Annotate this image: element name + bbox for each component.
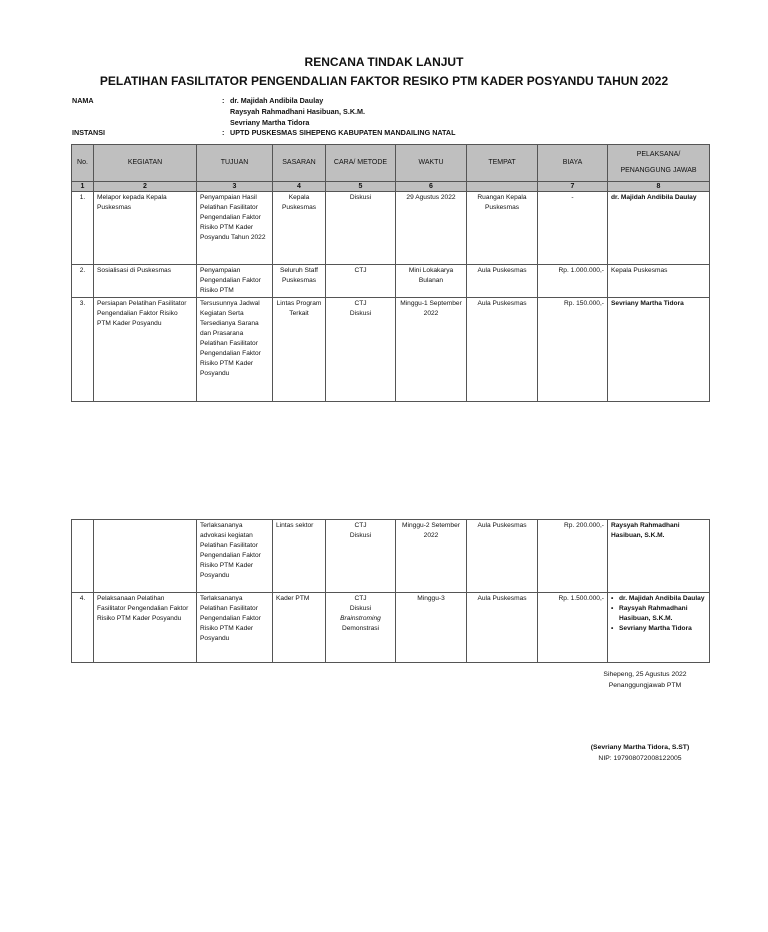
cell-sasaran: Kepala Puskesmas (273, 192, 326, 265)
cell-pelaksana: Kepala Puskesmas (608, 265, 710, 298)
meta-nama (72, 96, 323, 106)
document-title: RENCANA TINDAK LANJUT (304, 55, 464, 69)
cell-biaya: - (538, 192, 608, 265)
col-number: 2 (94, 182, 197, 192)
list-item: • dr. Majidah Andibila Daulay (611, 594, 706, 604)
instansi-label: INSTANSI (72, 128, 106, 137)
cara-item: Demonstrasi (341, 625, 379, 632)
cell-no: 3. (72, 298, 94, 402)
col-number: 5 (326, 182, 396, 192)
cell-tujuan: Terlaksananya Pelatihan Fasilitator Pengendalian Faktor Risiko PTM Kader Posyandu (197, 593, 273, 663)
header-sasaran: SASARAN (273, 145, 326, 182)
nama-value-2: Raysyah Rahmadhani Hasibuan, S.K.M. (230, 107, 366, 116)
cell-waktu: 29 Agustus 2022 (396, 192, 467, 265)
header-tujuan: TUJUAN (197, 145, 273, 182)
rtl-table-part-2 (71, 519, 710, 663)
col-number: 1 (72, 182, 94, 192)
cell-kegiatan: Melapor kepada Kepala Puskesmas (94, 192, 197, 265)
cara-item: Diskusi (349, 605, 372, 612)
cell-cara: Diskusi (326, 192, 396, 265)
signature-place-date: Sihepeng, 25 Agustus 2022 (603, 671, 687, 678)
cell-kegiatan: Sosialisasi di Puskesmas (94, 265, 197, 298)
cell-waktu: Minggu-3 (396, 593, 467, 663)
document-subtitle: PELATIHAN FASILITATOR PENGENDALIAN FAKTOR RESIKO PTM KADER POSYANDU TAHUN 2022 (99, 74, 669, 88)
instansi-value: UPTD PUSKESMAS SIHEPENG KABUPATEN MANDAILING NATAL (230, 128, 456, 137)
cell-no: 4. (72, 593, 94, 663)
header-cara: CARA/ METODE (326, 145, 396, 182)
cara-item: Diskusi (349, 532, 372, 539)
col-number: 4 (273, 182, 326, 192)
col-number: 6 (396, 182, 467, 192)
meta-nama-2 (230, 107, 365, 117)
col-number: 8 (608, 182, 710, 192)
cell-tujuan: Tersusunnya Jadwal Kegiatan Serta Tersedianya Sarana dan Prasarana Pelatihan Fasilitator Pengendalian Faktor Risiko PTM Kader Posyandu (197, 298, 273, 402)
cell-biaya: Rp. 200.000,- (538, 520, 608, 593)
cell-kegiatan: Persiapan Pelatihan Fasilitator Pengendalian Faktor Risiko PTM Kader Posyandu (94, 298, 197, 402)
cell-pelaksana (608, 593, 710, 663)
cell-sasaran: Seluruh Staff Puskesmas (273, 265, 326, 298)
cell-cara (326, 520, 396, 593)
cell-waktu: Minggu-1 September 2022 (396, 298, 467, 402)
cara-item: Brainstroming (340, 615, 381, 622)
cell-waktu: Minggu-2 Setember 2022 (396, 520, 467, 593)
col-number: 3 (197, 182, 273, 192)
list-item: • Sevriany Martha Tidora (611, 624, 706, 634)
header-biaya: BIAYA (538, 145, 608, 182)
cell-sasaran: Kader PTM (273, 593, 326, 663)
cell-biaya: Rp. 1.500.000,- (538, 593, 608, 663)
cell-tempat: Aula Puskesmas (467, 593, 538, 663)
nama-label: NAMA (72, 96, 94, 105)
rtl-table-part-1 (71, 144, 710, 402)
instansi-colon: : (222, 128, 225, 137)
cell-tempat: Aula Puskesmas (467, 520, 538, 593)
pelaksana-list (611, 594, 706, 634)
cell-sasaran: Lintas Program Terkait (273, 298, 326, 402)
signature-name: (Sevriany Martha Tidora, S.ST) (590, 744, 690, 751)
cell-waktu: Mini Lokakarya Bulanan (396, 265, 467, 298)
cell-pelaksana: Raysyah Rahmadhani Hasibuan, S.K.M. (608, 520, 710, 593)
cell-no (72, 520, 94, 593)
cell-no: 1. (72, 192, 94, 265)
cell-no: 2. (72, 265, 94, 298)
cell-biaya: Rp. 1.000.000,- (538, 265, 608, 298)
header-no: No. (72, 145, 94, 182)
cell-pelaksana: dr. Majidah Andibila Daulay (608, 192, 710, 265)
cell-cara (326, 298, 396, 402)
cell-biaya: Rp. 150.000,- (538, 298, 608, 402)
cara-item: CTJ (354, 300, 367, 307)
cell-kegiatan (94, 520, 197, 593)
cell-tujuan: Penyampaian Hasil Pelatihan Fasilitator Pengendalian Faktor Risiko PTM Kader Posyandu Tahun 2022 (197, 192, 273, 265)
nama-value-1: dr. Majidah Andibila Daulay (230, 96, 324, 105)
table-row (72, 298, 710, 402)
header-pelaksana: PELAKSANA/ PENANGGUNG JAWAB (608, 145, 710, 182)
cara-item: CTJ (354, 522, 367, 529)
signature-role: Penanggungjawab PTM (608, 682, 682, 689)
cell-cara: CTJ (326, 265, 396, 298)
table-row (72, 265, 710, 298)
header-kegiatan: KEGIATAN (94, 145, 197, 182)
header-waktu: WAKTU (396, 145, 467, 182)
col-number: 7 (538, 182, 608, 192)
cara-item: Diskusi (349, 310, 372, 317)
cell-tujuan: Penyampaian Pengendalian Faktor Risiko PTM (197, 265, 273, 298)
cell-cara (326, 593, 396, 663)
cell-pelaksana: Sevriany Martha Tidora (608, 298, 710, 402)
header-tempat: TEMPAT (467, 145, 538, 182)
cell-tempat: Ruangan Kepala Puskesmas (467, 192, 538, 265)
cell-tujuan: Terlaksananya advokasi kegiatan Pelatihan Fasilitator Pengendalian Faktor Risiko PTM Kader Posyandu (197, 520, 273, 593)
cell-tempat: Aula Puskesmas (467, 265, 538, 298)
cell-tempat: Aula Puskesmas (467, 298, 538, 402)
meta-instansi (72, 128, 455, 138)
nama-colon: : (222, 96, 225, 105)
list-item: • Raysyah Rahmadhani Hasibuan, S.K.M. (611, 604, 706, 624)
signature-nip: NIP: 197908072008122005 (598, 755, 682, 762)
table-row (72, 520, 710, 593)
table-header-row (72, 145, 710, 182)
table-row (72, 593, 710, 663)
nama-value-3: Sevriany Martha Tidora (230, 118, 310, 127)
col-number (467, 182, 538, 192)
cell-sasaran: Lintas sektor (273, 520, 326, 593)
cara-item: CTJ (354, 595, 367, 602)
column-number-row (72, 182, 710, 192)
table-row (72, 192, 710, 265)
meta-nama-3 (230, 118, 309, 128)
cell-kegiatan: Pelaksanaan Pelatihan Fasilitator Pengendalian Faktor Risiko PTM Kader Posyandu (94, 593, 197, 663)
